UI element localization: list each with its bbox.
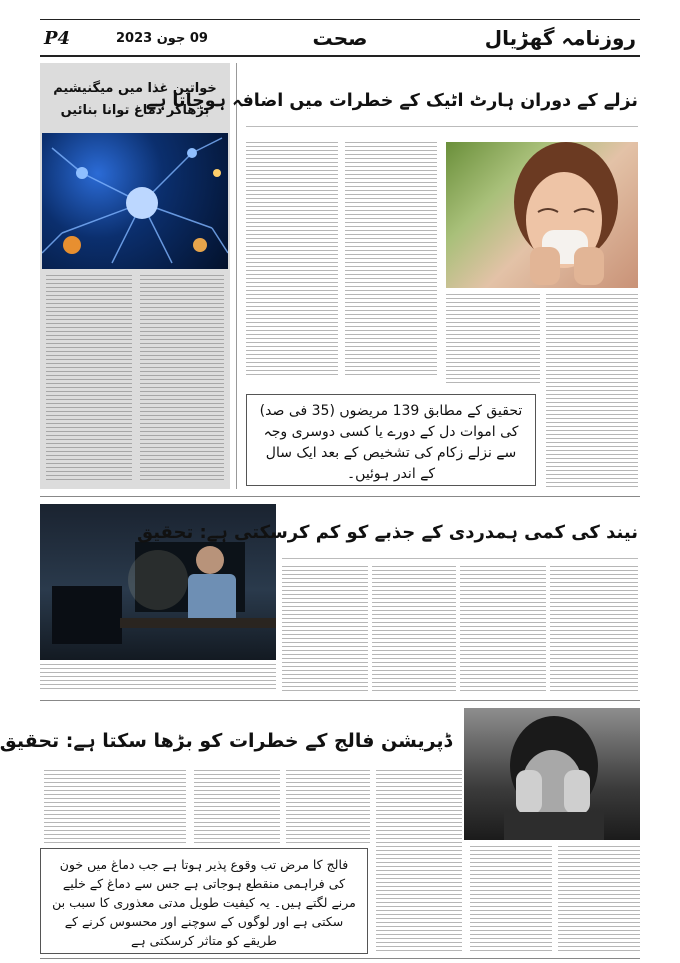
heart-body-col-4 xyxy=(446,294,540,386)
depression-body-col-1 xyxy=(558,846,640,954)
page-bottom-rule xyxy=(40,958,640,959)
heart-body-col-2 xyxy=(246,142,338,378)
sleep-body-col-1 xyxy=(550,566,638,694)
heart-headline: نزلے کے دوران ہارٹ اٹیک کے خطرات میں اضافہ ہوجاتا ہے xyxy=(145,91,638,111)
neuron-illustration xyxy=(42,133,228,269)
section-title: صحت xyxy=(312,26,368,50)
sleep-body-col-4 xyxy=(282,566,368,694)
depression-headline: ڈپریشن فالج کے خطرات کو بڑھا سکتا ہے: تحقیق xyxy=(0,730,452,752)
sleep-caption-left xyxy=(40,664,276,692)
masthead-bottom-rule xyxy=(40,55,640,57)
column-divider xyxy=(236,63,237,489)
section-rule-1 xyxy=(40,496,640,497)
heart-body-col-3 xyxy=(546,294,638,488)
depression-body-col-5 xyxy=(194,770,280,844)
page-number: P4 xyxy=(44,28,71,49)
sleep-headline: نیند کی کمی ہمدردی کے جذبے کو کم کرسکتی ہے: تحقیق xyxy=(136,522,638,543)
depression-body-col-3 xyxy=(376,770,462,954)
magnesium-body-col-2 xyxy=(46,275,132,483)
depression-body-col-4 xyxy=(286,770,370,844)
issue-date: 09 جون 2023 xyxy=(116,31,208,46)
newspaper-name: روزنامہ گھڑیال xyxy=(484,26,636,50)
sleep-body-col-2 xyxy=(460,566,546,694)
sleep-headline-underline xyxy=(282,558,638,559)
depression-body-col-2 xyxy=(470,846,552,954)
magnesium-body-col-1 xyxy=(140,275,224,483)
heart-body-col-1 xyxy=(345,142,437,378)
heart-pullquote: تحقیق کے مطابق 139 مریضوں (35 فی صد) کی اموات دل کے دورے یا کسی دوسری وجہ سے نزلے زکام کی تشخیص کے بعد ایک سال کے اندر ہوئیں۔ xyxy=(246,394,536,486)
magnesium-headline: خواتین غذا میں میگنیشیم بڑھاکر دماغ توانا بنائیں xyxy=(53,81,217,118)
heart-headline-underline xyxy=(246,126,638,127)
section-rule-2 xyxy=(40,700,640,701)
depression-body-col-6 xyxy=(44,770,186,844)
woman-sneezing-photo xyxy=(446,142,638,288)
masthead-top-rule xyxy=(40,19,640,20)
distressed-woman-photo xyxy=(464,708,640,840)
depression-pullquote: فالج کا مرض تب وقوع پذیر ہوتا ہے جب دماغ میں خون کی فراہمی منقطع ہوجاتی ہے جس سے دماغ کے خلیے مرنے لگتے ہیں۔ یہ کیفیت طویل مدتی معذوری کا سبب بن سکتی ہے اور لوگوں کے سوچنے اور محسوس کرنے کے طریقے کو متاثر کرسکتی ہے xyxy=(40,848,368,954)
sleep-body-col-3 xyxy=(372,566,456,694)
